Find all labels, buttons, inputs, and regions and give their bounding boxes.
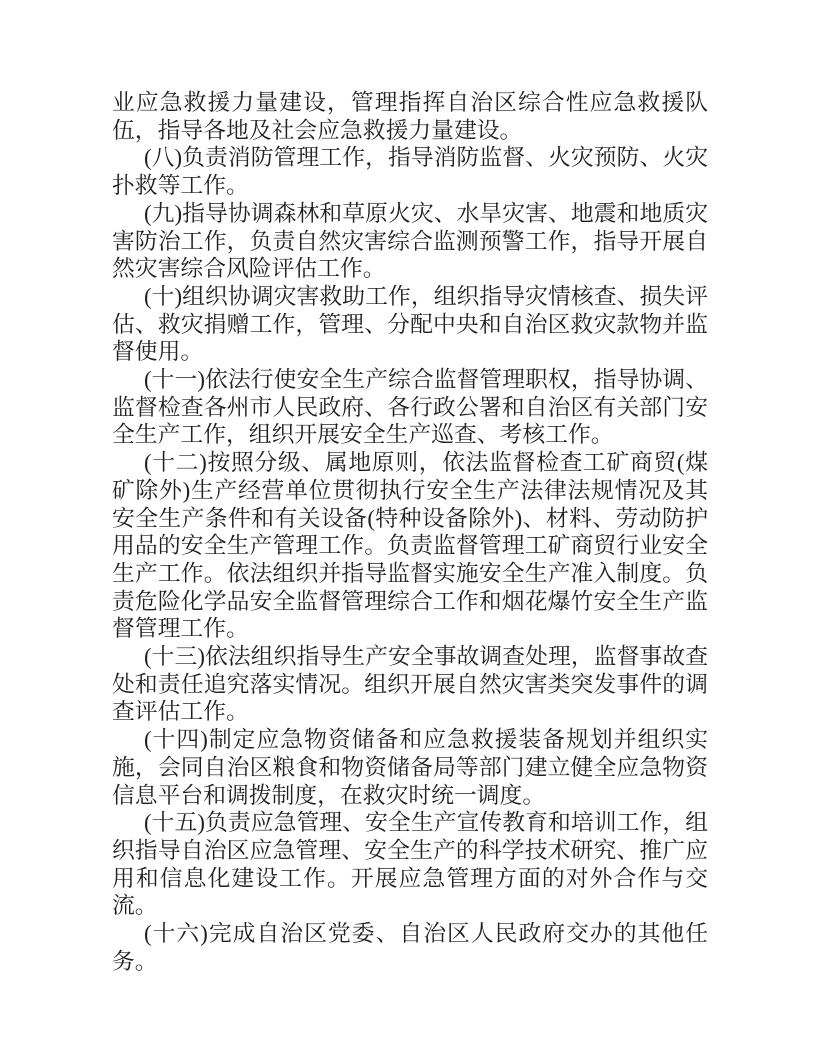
item-12: (十二)按照分级、属地原则，依法监督检查工矿商贸(煤矿除外)生产经营单位贯彻执行安全生产法律法规情况及其安全生产条件和有关设备(特种设备除外)、材料、劳动防护用品的安全生产管理工作。负责监督管理工矿商贸行业安全生产工作。依法组织并指导监督实施安全生产准入制度。负责危险化学品安全监督管理综合工作和烟花爆竹安全生产监督管理工作。 (112, 450, 708, 642)
item-9: (九)指导协调森林和草原火灾、水旱灾害、地震和地质灾害防治工作，负责自然灾害综合监测预警工作，指导开展自然灾害综合风险评估工作。 (112, 200, 708, 282)
para-continuation: 业应急救援力量建设，管理指挥自治区综合性应急救援队伍，指导各地及社会应急救援力量建设。 (112, 90, 708, 143)
item-11: (十一)依法行使安全生产综合监督管理职权，指导协调、监督检查各州市人民政府、各行政公署和自治区有关部门安全生产工作，组织开展安全生产巡查、考核工作。 (112, 367, 708, 448)
item-15: (十五)负责应急管理、安全生产宣传教育和培训工作，组织指导自治区应急管理、安全生产的科学技术研究、推广应用和信息化建设工作。开展应急管理方面的对外合作与交流。 (112, 810, 708, 919)
item-8: (八)负责消防管理工作，指导消防监督、火灾预防、火灾扑救等工作。 (112, 145, 708, 199)
item-16: (十六)完成自治区党委、自治区人民政府交办的其他任务。 (112, 921, 708, 974)
item-14: (十四)制定应急物资储备和应急救援装备规划并组织实施，会同自治区粮食和物资储备局等部门建立健全应急物资信息平台和调拨制度，在救灾时统一调度。 (112, 727, 708, 808)
item-13: (十三)依法组织指导生产安全事故调查处理，监督事故查处和责任追究落实情况。组织开展自然灾害类突发事件的调查评估工作。 (112, 644, 708, 725)
document-body (112, 89, 708, 976)
item-10: (十)组织协调灾害救助工作，组织指导灾情核查、损失评估、救灾捐赠工作，管理、分配中央和自治区救灾款物并监督使用。 (112, 283, 708, 365)
